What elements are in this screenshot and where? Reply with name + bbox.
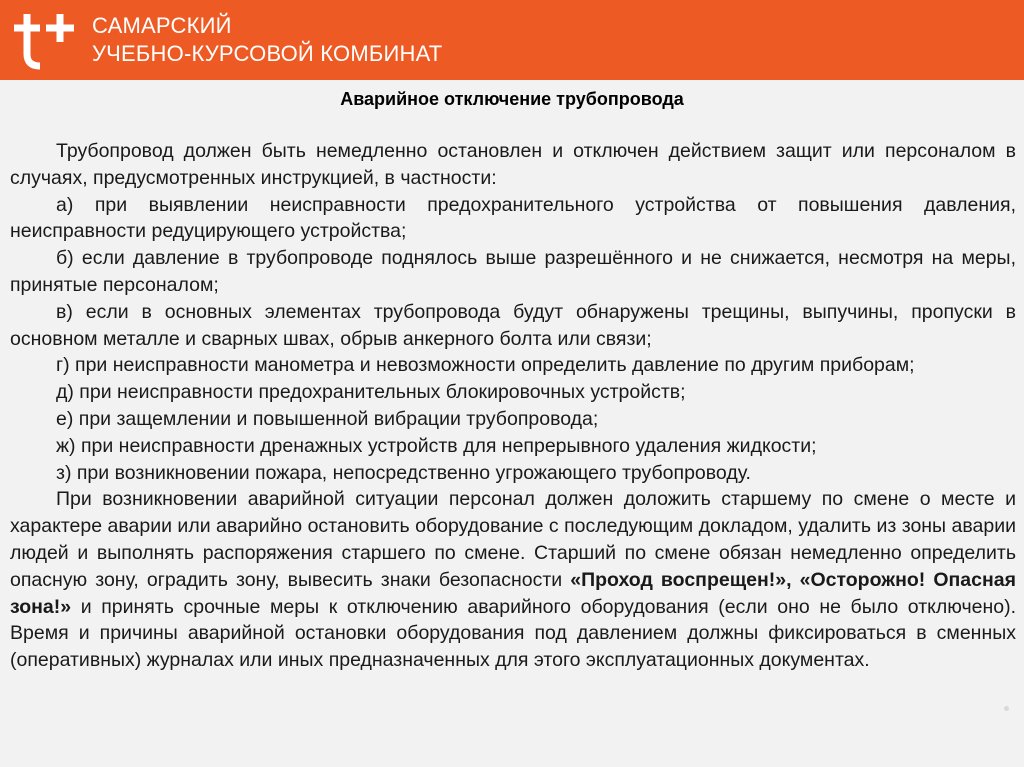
list-item-z: з) при возникновении пожара, непосредственно угрожающего трубопроводу.: [56, 461, 751, 484]
list-item-b: б) если давление в трубопроводе поднялось выше разрешённого и не снижается, несмотря на меры, принятые персоналом;: [10, 247, 1016, 296]
logo-line-2: УЧЕБНО-КУРСОВОЙ КОМБИНАТ: [92, 41, 443, 66]
safety-signs-text: «Проход воспрещен!», «Осторожно! Опасная зона!»: [10, 568, 1016, 618]
company-logo-text: [92, 12, 442, 68]
list-item-g: г) при неисправности манометра и невозможности определить давление по другим приборам;: [56, 354, 915, 377]
decorative-dot: [1004, 706, 1009, 711]
document-body: [10, 138, 1016, 674]
header-bar: [0, 0, 1024, 80]
tt-logo-icon: [10, 8, 78, 72]
logo-line-1: САМАРСКИЙ: [92, 13, 232, 38]
list-item-zh: ж) при неисправности дренажных устройств для непрерывного удаления жидкости;: [56, 434, 817, 457]
list-item-d: д) при неисправности предохранительных блокировочных устройств;: [56, 381, 686, 404]
list-item-e: е) при защемлении и повышенной вибрации трубопровода;: [56, 407, 599, 430]
final-text-part2: и принять срочные меры к отключению аварийного оборудования (если оно не было отключено). Время и причины аварийной остановки оборудования под давлением должны фиксироваться в сменных (оперативных) журналах или иных предназначенных для этого эксплуатационных документах.: [10, 595, 1016, 672]
list-item-a: а) при выявлении неисправности предохранительного устройства от повышения давления, неисправности редуцирующего устройства;: [10, 193, 1016, 243]
paragraph-intro: Трубопровод должен быть немедленно остановлен и отключен действием защит или персоналом в случаях, предусмотренных инструкцией, в частности:: [10, 140, 1016, 189]
paragraph-final: [10, 486, 1016, 674]
page-title: Аварийное отключение трубопровода: [340, 89, 684, 109]
final-text-part1: При возникновении аварийной ситуации персонал должен доложить старшему по смене о месте и характере аварии или аварийно остановить оборудование с последующим докладом, удалить из зоны аварии людей и выполнять распоряжения старшего по смене. Старший по смене обязан немедленно определить опасную зону, оградить зону, вывесить знаки безопасности: [10, 488, 1016, 591]
list-item-v: в) если в основных элементах трубопровода будут обнаружены трещины, выпучины, пропуски в основном металле и сварных швах, обрыв анкерного болта или связи;: [10, 300, 1016, 350]
